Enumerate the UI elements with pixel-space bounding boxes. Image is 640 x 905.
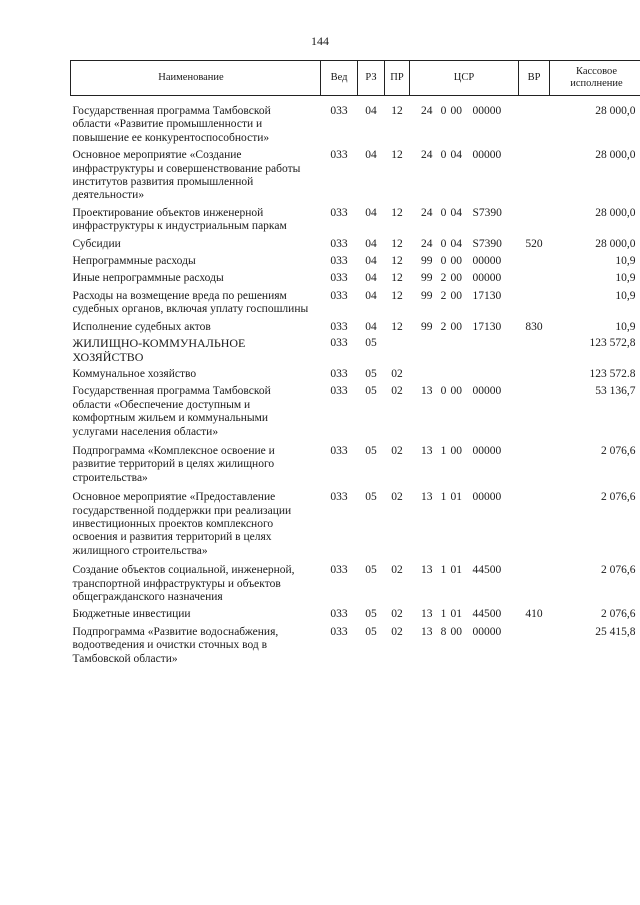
csr-program: 24	[421, 149, 433, 162]
row-sum: 2 076,6	[601, 608, 636, 621]
row-csr	[410, 268, 519, 285]
table-row	[71, 485, 640, 558]
column-header-pr: ПР	[385, 61, 410, 96]
csr-direction: 00000	[472, 105, 502, 117]
csr-direction: 44500	[472, 608, 502, 621]
csr-program: 99	[421, 320, 433, 333]
row-ved: 033	[330, 367, 348, 380]
csr-subprogram: 2	[440, 272, 447, 285]
row-sum: 28 000,0	[595, 105, 636, 117]
row-rz: 05	[365, 367, 377, 380]
row-vr	[519, 286, 550, 317]
row-rz: 04	[365, 206, 377, 219]
row-rz: 04	[365, 105, 377, 117]
row-ved: 033	[330, 289, 348, 302]
table-row	[71, 334, 640, 364]
csr-program: 24	[421, 237, 433, 250]
table-row	[71, 317, 640, 334]
row-pr: 02	[391, 608, 403, 621]
row-pr: 12	[391, 206, 403, 219]
row-name: Субсидии	[72, 237, 121, 250]
row-rz: 04	[365, 237, 377, 250]
table-row	[71, 234, 640, 251]
row-sum: 2 076,6	[601, 564, 636, 577]
row-rz: 04	[365, 289, 377, 302]
row-csr	[410, 558, 519, 604]
row-csr	[410, 234, 519, 251]
table-row	[71, 439, 640, 485]
csr-direction: 00000	[472, 444, 502, 457]
csr-event: 01	[450, 564, 462, 577]
csr-direction: 00000	[472, 149, 502, 162]
csr-program: 99	[421, 289, 433, 302]
budget-table	[70, 60, 640, 666]
row-csr	[410, 439, 519, 485]
column-header-sum: Кассовое исполнение	[550, 61, 640, 96]
row-ved: 033	[330, 564, 348, 577]
row-sum: 10,9	[615, 320, 636, 333]
table-row	[71, 203, 640, 234]
row-sum: 2 076,6	[601, 444, 636, 457]
row-sum: 123 572,8	[589, 337, 636, 350]
row-csr	[410, 96, 519, 146]
csr-subprogram: 0	[440, 385, 447, 398]
row-pr: 12	[391, 237, 403, 250]
row-ved: 033	[330, 337, 348, 350]
row-rz: 05	[365, 608, 377, 621]
column-header-name: Наименование	[71, 61, 321, 96]
csr-subprogram: 0	[440, 105, 447, 117]
csr-program: 13	[421, 385, 433, 398]
row-pr: 02	[391, 491, 403, 504]
row-ved: 033	[330, 608, 348, 621]
csr-program: 13	[421, 491, 433, 504]
row-ved: 033	[330, 206, 348, 219]
row-ved: 033	[330, 272, 348, 285]
row-vr	[519, 622, 550, 666]
column-header-csr: ЦСР	[410, 61, 519, 96]
row-pr: 12	[391, 272, 403, 285]
row-sum: 10,9	[615, 289, 636, 302]
csr-subprogram: 0	[440, 237, 447, 250]
row-vr	[519, 203, 550, 234]
table-row	[71, 558, 640, 604]
row-csr	[410, 286, 519, 317]
csr-subprogram: 2	[440, 320, 447, 333]
row-rz: 05	[365, 385, 377, 398]
row-ved: 033	[330, 625, 348, 638]
row-vr	[519, 558, 550, 604]
csr-program: 13	[421, 608, 433, 621]
csr-subprogram: 1	[440, 444, 447, 457]
row-rz: 05	[365, 625, 377, 638]
csr-program: 24	[421, 206, 433, 219]
row-ved: 033	[330, 491, 348, 504]
row-rz: 04	[365, 272, 377, 285]
table-row	[71, 286, 640, 317]
row-name: Бюджетные инвестиции	[72, 608, 191, 621]
row-pr: 12	[391, 149, 403, 162]
row-rz: 04	[365, 149, 377, 162]
row-vr	[519, 334, 550, 364]
row-rz: 05	[365, 444, 377, 457]
csr-event: 00	[450, 105, 462, 117]
csr-program: 13	[421, 625, 433, 638]
row-pr: 02	[391, 444, 403, 457]
row-ved: 033	[330, 255, 348, 268]
row-csr	[410, 622, 519, 666]
csr-program: 99	[421, 272, 433, 285]
csr-event: 00	[450, 320, 462, 333]
table-row	[71, 364, 640, 381]
row-pr: 02	[391, 367, 403, 380]
row-vr	[519, 485, 550, 558]
row-name: Подпрограмма «Комплексное освоение и развитие территорий в целях жилищного строительства»	[72, 444, 275, 484]
row-name: Проектирование объектов инженерной инфраструктуры к индустриальным паркам	[72, 206, 287, 233]
csr-direction: 17130	[472, 289, 502, 302]
row-sum: 2 076,6	[601, 491, 636, 504]
row-vr: 520	[525, 237, 543, 250]
row-pr: 12	[391, 105, 403, 117]
row-name: Исполнение судебных актов	[72, 320, 211, 333]
row-sum: 10,9	[615, 272, 636, 285]
row-pr: 02	[391, 385, 403, 398]
csr-direction: 00000	[472, 255, 502, 268]
row-name: Основное мероприятие «Создание инфраструктуры и совершенствование работы институтов развития промышленной деятельности»	[72, 149, 301, 202]
row-ved: 033	[330, 105, 348, 117]
table-row	[71, 604, 640, 621]
csr-subprogram: 0	[440, 255, 447, 268]
csr-event: 00	[450, 444, 462, 457]
table-row	[71, 145, 640, 203]
csr-program: 99	[421, 255, 433, 268]
csr-direction: 00000	[472, 272, 502, 285]
row-csr	[410, 604, 519, 621]
csr-subprogram: 0	[440, 149, 447, 162]
row-sum: 28 000,0	[595, 149, 636, 162]
column-header-rz: РЗ	[358, 61, 385, 96]
row-vr	[519, 268, 550, 285]
row-rz: 04	[365, 320, 377, 333]
row-vr	[519, 145, 550, 203]
table-row	[71, 251, 640, 268]
csr-event: 01	[450, 608, 462, 621]
row-csr	[410, 251, 519, 268]
csr-subprogram: 2	[440, 289, 447, 302]
row-csr	[410, 203, 519, 234]
row-sum: 28 000,0	[595, 237, 636, 250]
table-row	[71, 268, 640, 285]
row-pr: 02	[391, 564, 403, 577]
column-header-ved: Вед	[321, 61, 358, 96]
row-name: Государственная программа Тамбовской области «Развитие промышленности и повышение ее конкурентоспособности»	[72, 105, 271, 144]
csr-direction: 00000	[472, 385, 502, 398]
row-sum: 28 000,0	[595, 206, 636, 219]
row-name: Подпрограмма «Развитие водоснабжения, водоотведения и очистки сточных вод в Тамбовской области»	[72, 625, 279, 665]
row-csr	[410, 145, 519, 203]
csr-event: 04	[450, 237, 462, 250]
csr-event: 00	[450, 289, 462, 302]
row-vr: 410	[525, 608, 543, 621]
row-csr	[410, 381, 519, 439]
row-ved: 033	[330, 237, 348, 250]
csr-program: 13	[421, 444, 433, 457]
row-pr	[385, 334, 410, 364]
csr-direction: 00000	[472, 625, 502, 638]
row-rz: 05	[365, 564, 377, 577]
csr-direction: 44500	[472, 564, 502, 577]
csr-subprogram: 1	[440, 608, 447, 621]
table-row	[71, 381, 640, 439]
row-rz: 05	[365, 491, 377, 504]
row-csr	[410, 364, 519, 381]
csr-program: 13	[421, 564, 433, 577]
csr-event: 00	[450, 385, 462, 398]
row-pr: 02	[391, 625, 403, 638]
csr-direction: S7390	[472, 206, 502, 219]
csr-event: 00	[450, 255, 462, 268]
row-csr	[410, 334, 519, 364]
csr-subprogram: 1	[440, 564, 447, 577]
row-sum: 25 415,8	[595, 625, 636, 638]
row-vr	[519, 96, 550, 146]
csr-direction: 00000	[472, 491, 502, 504]
row-name: Непрограммные расходы	[72, 255, 196, 268]
table-body	[71, 96, 640, 667]
row-ved: 033	[330, 149, 348, 162]
row-vr	[519, 381, 550, 439]
row-rz: 05	[365, 337, 377, 350]
table-header-row	[71, 61, 640, 96]
column-header-vr: ВР	[519, 61, 550, 96]
csr-event: 01	[450, 491, 462, 504]
table-row	[71, 622, 640, 666]
csr-subprogram: 0	[440, 206, 447, 219]
row-name: Государственная программа Тамбовской области «Обеспечение доступным и комфортным жильем и коммунальными услугами населения области»	[72, 385, 271, 438]
row-rz: 04	[365, 255, 377, 268]
row-name: Создание объектов социальной, инженерной, транспортной инфраструктуры и объектов общегражданского назначения	[72, 564, 295, 603]
row-name: ЖИЛИЩНО-КОММУНАЛЬНОЕ ХОЗЯЙСТВО	[72, 336, 246, 364]
csr-event: 04	[450, 206, 462, 219]
csr-subprogram: 8	[440, 625, 447, 638]
row-csr	[410, 485, 519, 558]
csr-direction: S7390	[472, 237, 502, 250]
row-ved: 033	[330, 385, 348, 398]
csr-event: 00	[450, 272, 462, 285]
table-row	[71, 96, 640, 146]
row-sum: 123 572.8	[589, 367, 636, 380]
csr-subprogram: 1	[440, 491, 447, 504]
row-vr: 830	[525, 320, 543, 333]
row-sum: 53 136,7	[595, 385, 636, 398]
row-name: Основное мероприятие «Предоставление государственной поддержки при реализации инвестиционных проектов комплексного освоения и развития территорий в целях жилищного строительства»	[72, 491, 292, 557]
csr-direction: 17130	[472, 320, 502, 333]
row-pr: 12	[391, 320, 403, 333]
csr-event: 04	[450, 149, 462, 162]
csr-program: 24	[421, 105, 433, 117]
row-name: Расходы на возмещение вреда по решениям судебных органов, включая уплату госпошлины	[72, 289, 309, 316]
row-pr: 12	[391, 289, 403, 302]
row-name: Иные непрограммные расходы	[72, 272, 224, 285]
page-number: 144	[311, 34, 329, 48]
row-pr: 12	[391, 255, 403, 268]
csr-event: 00	[450, 625, 462, 638]
row-ved: 033	[330, 444, 348, 457]
row-ved: 033	[330, 320, 348, 333]
row-vr	[519, 439, 550, 485]
row-vr	[519, 251, 550, 268]
row-csr	[410, 317, 519, 334]
row-name: Коммунальное хозяйство	[72, 367, 197, 380]
row-sum: 10,9	[615, 255, 636, 268]
row-vr	[519, 364, 550, 381]
